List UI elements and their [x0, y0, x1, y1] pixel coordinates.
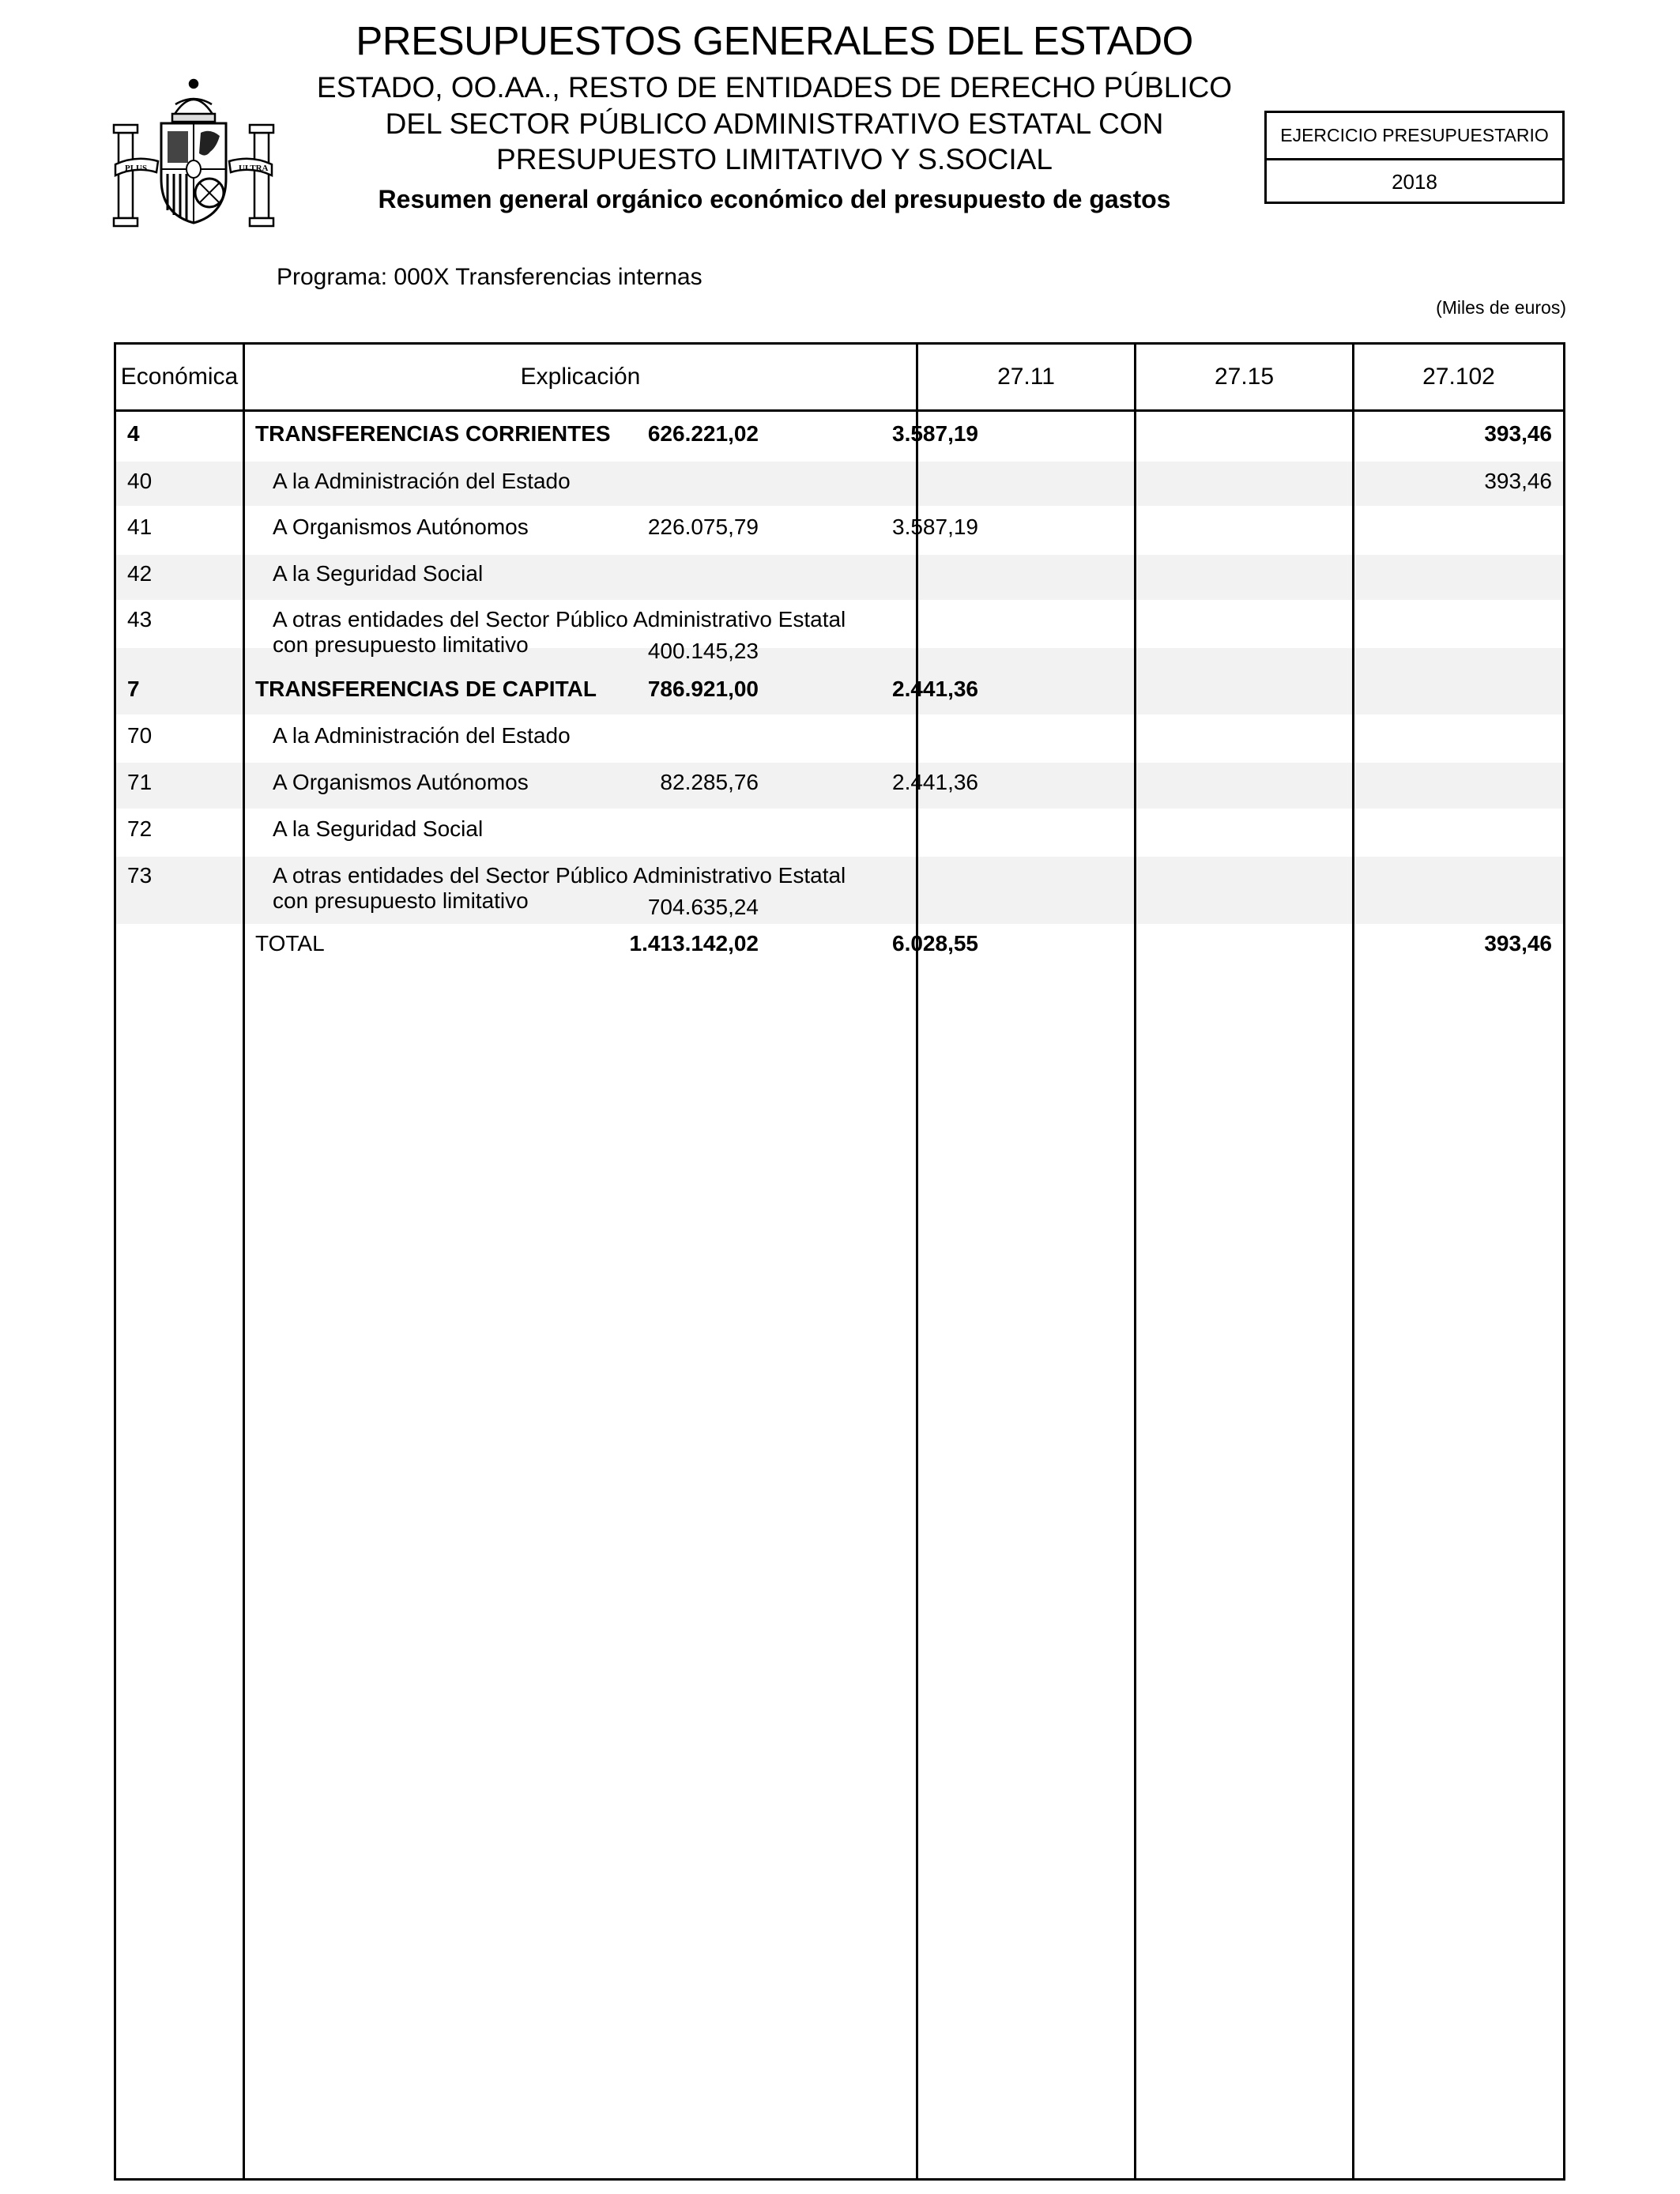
row-value-27-11: 82.285,76	[660, 770, 759, 794]
col-header-27-15: 27.15	[1214, 364, 1275, 390]
table-row	[116, 677, 1563, 708]
row-code: 41	[127, 515, 153, 539]
row-desc: A la Administración del Estado	[273, 469, 571, 493]
budget-table	[114, 342, 1565, 2181]
programa-label: Programa: 000X Transferencias internas	[277, 264, 703, 290]
row-code: 72	[127, 816, 153, 841]
row-code: 4	[127, 421, 140, 446]
table-row	[116, 770, 1563, 801]
ejercicio-year: 2018	[1392, 170, 1437, 194]
row-value-27-15: 2.441,36	[892, 770, 978, 794]
row-value-27-102: 393,46	[1484, 421, 1552, 446]
table-row	[116, 723, 1563, 755]
row-value-27-15: 2.441,36	[892, 677, 978, 701]
row-desc: A otras entidades del Sector Público Administrativo Estatal	[273, 863, 846, 888]
units-label: (Miles de euros)	[1436, 297, 1566, 318]
row-desc: A Organismos Autónomos	[273, 770, 529, 794]
table-row	[116, 816, 1563, 848]
row-code: 42	[127, 561, 153, 586]
row-code: 7	[127, 677, 140, 701]
table-row	[116, 469, 1563, 500]
col-header-27-11: 27.11	[997, 364, 1055, 390]
table-row	[116, 607, 1563, 662]
table-row	[116, 561, 1563, 593]
coat-of-arms-logo	[112, 76, 275, 237]
row-value-27-11: 1.413.142,02	[629, 931, 759, 956]
ejercicio-box	[1264, 111, 1565, 204]
row-value-27-11: 226.075,79	[647, 515, 759, 539]
page-title: PRESUPUESTOS GENERALES DEL ESTADO	[356, 18, 1193, 63]
svg-text:ULTRA: ULTRA	[239, 164, 269, 173]
row-desc: A la Seguridad Social	[273, 561, 484, 586]
report-description: Resumen general orgánico económico del presupuesto de gastos	[378, 185, 1171, 213]
row-desc: A Organismos Autónomos	[273, 515, 529, 539]
subtitle-line-2: DEL SECTOR PÚBLICO ADMINISTRATIVO ESTATAL CON	[385, 107, 1164, 140]
row-desc: TOTAL	[255, 931, 325, 956]
col-header-27-102: 27.102	[1422, 364, 1495, 390]
svg-text:PLUS: PLUS	[125, 164, 148, 173]
row-code: 73	[127, 863, 153, 888]
row-value-27-102: 393,46	[1484, 469, 1552, 493]
row-desc-line-2: con presupuesto limitativo	[273, 888, 529, 913]
ejercicio-label: EJERCICIO PRESUPUESTARIO	[1267, 113, 1562, 160]
row-desc-line-2: con presupuesto limitativo	[273, 632, 529, 657]
row-desc: TRANSFERENCIAS DE CAPITAL	[255, 677, 597, 701]
row-code: 71	[127, 770, 153, 794]
table-row	[116, 515, 1563, 546]
row-value-27-11: 626.221,02	[647, 421, 759, 446]
row-value-27-11: 786.921,00	[647, 677, 759, 701]
row-code: 40	[127, 469, 153, 493]
row-value-27-15: 6.028,55	[892, 931, 978, 956]
table-row	[116, 421, 1563, 453]
row-desc: TRANSFERENCIAS CORRIENTES	[255, 421, 611, 446]
subtitle-line-1: ESTADO, OO.AA., RESTO DE ENTIDADES DE DERECHO PÚBLICO	[316, 71, 1233, 104]
row-value-27-15: 3.587,19	[892, 515, 978, 539]
table-row	[116, 863, 1563, 918]
row-desc: A otras entidades del Sector Público Administrativo Estatal	[273, 607, 846, 631]
row-code: 70	[127, 723, 153, 748]
table-row-total	[116, 931, 1563, 963]
subtitle-line-3: PRESUPUESTO LIMITATIVO Y S.SOCIAL	[496, 143, 1053, 175]
row-value-27-11: 704.635,24	[647, 895, 759, 919]
col-header-economica: Económica	[120, 364, 239, 390]
row-value-27-15: 3.587,19	[892, 421, 978, 446]
row-value-27-11: 400.145,23	[647, 639, 759, 663]
row-code: 43	[127, 607, 153, 631]
row-desc: A la Seguridad Social	[273, 816, 484, 841]
col-header-explicacion: Explicación	[520, 364, 641, 390]
row-desc: A la Administración del Estado	[273, 723, 571, 748]
row-value-27-102: 393,46	[1484, 931, 1552, 956]
